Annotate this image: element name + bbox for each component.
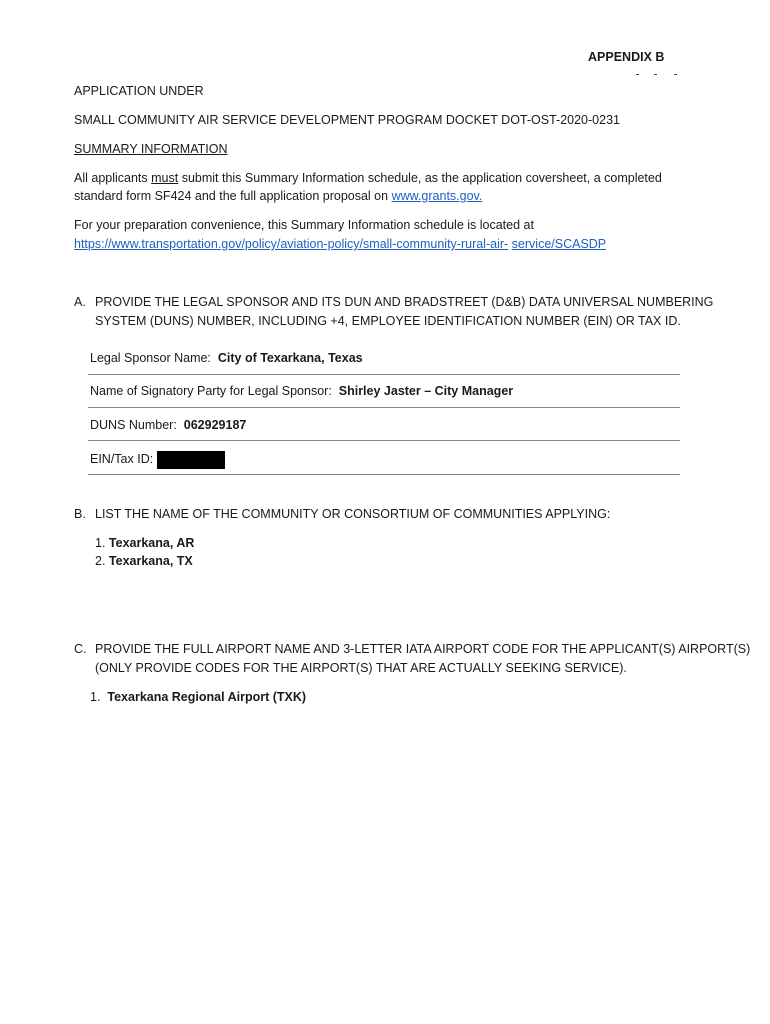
field-divider (88, 407, 680, 408)
title-line-1: APPLICATION UNDER (74, 84, 204, 98)
list-number: 1. (90, 690, 101, 704)
section-b-marker: B. (74, 507, 86, 521)
redaction-box (157, 451, 225, 469)
summary-heading: SUMMARY INFORMATION (74, 142, 228, 156)
section-a-marker: A. (74, 295, 86, 309)
section-c-line-2: (ONLY PROVIDE CODES FOR THE AIRPORT(S) THAT ARE ACTUALLY SEEKING SERVICE). (95, 661, 627, 675)
field-divider (88, 374, 680, 375)
scasdp-link-continued[interactable]: service/SCASDP (511, 237, 607, 251)
signatory-field (90, 382, 513, 400)
field-value: City of Texarkana, Texas (217, 351, 363, 365)
section-a-line-1: PROVIDE THE LEGAL SPONSOR AND ITS DUN AND BRADSTREET (D&B) DATA UNIVERSAL NUMBERING (95, 295, 714, 309)
grants-gov-link[interactable]: www.grants.gov. (391, 189, 483, 203)
corner-mark (636, 74, 678, 78)
summary-paragraph-2-line-1: For your preparation convenience, this Summary Information schedule is located at (74, 218, 534, 232)
duns-field (90, 416, 246, 434)
field-value: 062929187 (183, 418, 247, 432)
community-name: Texarkana, TX (108, 554, 193, 568)
list-number: 1. (95, 536, 106, 550)
field-label: Name of Signatory Party for Legal Sponsor: (90, 384, 332, 398)
scasdp-link[interactable]: https://www.transportation.gov/policy/aviation-policy/small-community-rural-air- (74, 237, 509, 251)
community-list-item (95, 552, 193, 570)
summary-text: submit this Summary Information schedule, as the application coversheet, a completed (178, 171, 662, 185)
airport-name: Texarkana Regional Airport (TXK) (107, 690, 307, 704)
legal-sponsor-field (90, 349, 363, 367)
field-divider (88, 474, 680, 475)
appendix-label: APPENDIX B (588, 50, 665, 64)
list-number: 2. (95, 554, 106, 568)
community-name: Texarkana, AR (108, 536, 195, 550)
field-label: Legal Sponsor Name: (90, 351, 211, 365)
section-a-line-2: SYSTEM (DUNS) NUMBER, INCLUDING +4, EMPLOYEE IDENTIFICATION NUMBER (EIN) OR TAX ID. (95, 314, 681, 328)
field-label: DUNS Number: (90, 418, 177, 432)
summary-text: standard form SF424 and the full application proposal on (74, 189, 392, 203)
section-c-marker: C. (74, 642, 87, 656)
summary-paragraph-1-line-1 (74, 169, 662, 187)
field-label: EIN/Tax ID: (90, 452, 154, 466)
airport-list-item (90, 688, 306, 706)
must-emphasis: must (151, 171, 179, 185)
field-value: Shirley Jaster – City Manager (338, 384, 514, 398)
summary-text: All applicants (74, 171, 152, 185)
title-line-2: SMALL COMMUNITY AIR SERVICE DEVELOPMENT PROGRAM DOCKET DOT-OST-2020-0231 (74, 113, 620, 127)
summary-paragraph-1-line-2 (74, 187, 482, 205)
community-list-item (95, 534, 194, 552)
ein-field (90, 450, 225, 469)
section-c-line-1: PROVIDE THE FULL AIRPORT NAME AND 3-LETTER IATA AIRPORT CODE FOR THE APPLICANT(S) AIRPORT(S) (95, 642, 751, 656)
section-b-line-1: LIST THE NAME OF THE COMMUNITY OR CONSORTIUM OF COMMUNITIES APPLYING: (95, 507, 611, 521)
field-divider (88, 440, 680, 441)
summary-paragraph-2-line-2 (74, 235, 606, 253)
